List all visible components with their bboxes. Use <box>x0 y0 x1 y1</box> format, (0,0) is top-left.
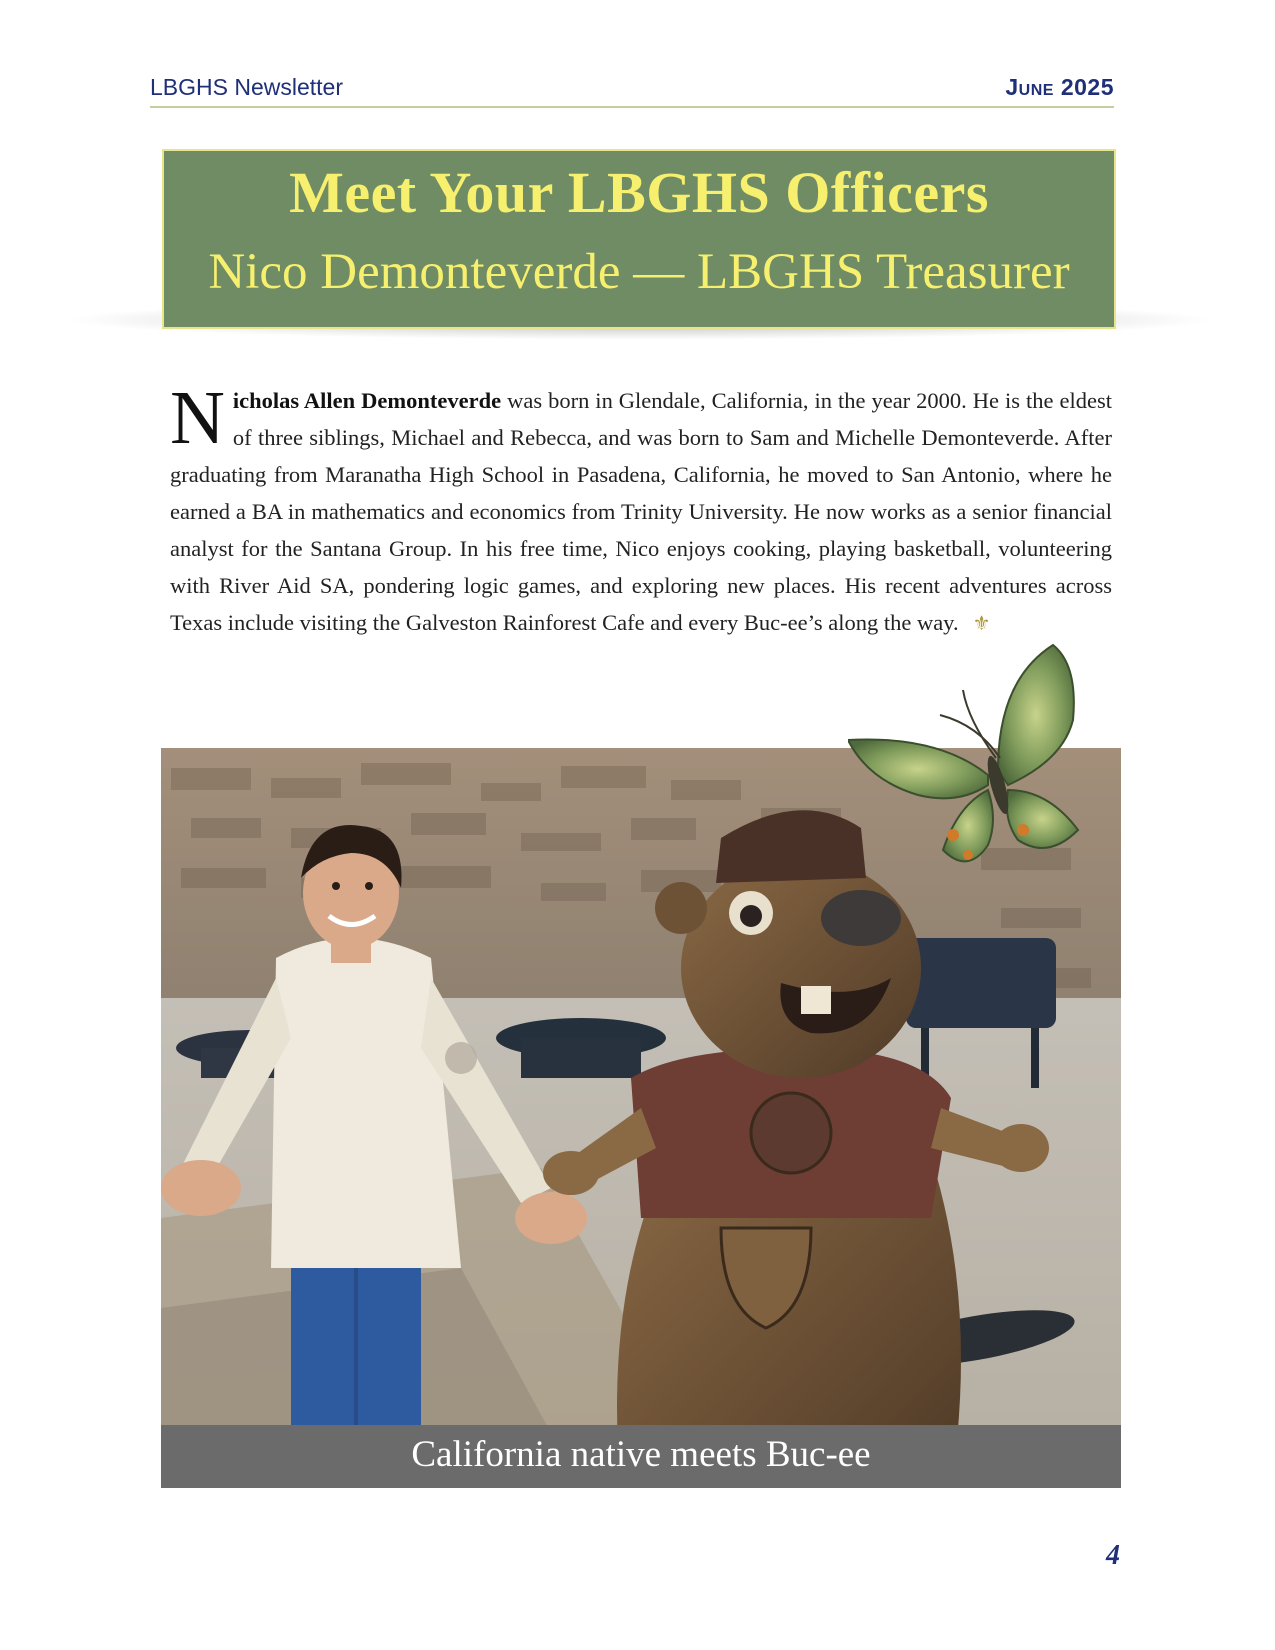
article-body: was born in Glendale, California, in the year 2000. He is the eldest of three siblings, Michael and Rebecca, and was born to Sam and Michelle Demonteverde. After graduating from Maranatha High School in Pasadena, California, he moved to San Antonio, where he earned a BA in mathematics and economics from Trinity University. He now works as a senior financial analyst for the Santana Group. In his free time, Nico enjoys cooking, playing basketball, volunteering with River Aid SA, pondering logic games, and exploring new places. His recent adventures across Texas include visiting the Galveston Rainforest Cafe and every Buc-ee’s along the way. <box>170 388 1112 635</box>
article-text <box>170 376 1112 643</box>
page-number: 4 <box>1106 1540 1120 1571</box>
page-header <box>150 72 1114 108</box>
banner-subtitle: Nico Demonteverde — LBGHS Treasurer <box>208 244 1070 300</box>
newsletter-name: LBGHS Newsletter <box>150 74 344 100</box>
butterfly-icon <box>848 640 1128 900</box>
photo-caption: California native meets Buc-ee <box>411 1434 871 1475</box>
photo-caption-bar <box>161 1425 1121 1488</box>
lead-name: icholas Allen Demonteverde <box>232 388 502 413</box>
issue-date: June 2025 <box>1005 74 1114 100</box>
butterfly-graphic <box>848 640 1128 900</box>
title-banner <box>162 149 1116 329</box>
banner-title: Meet Your LBGHS Officers <box>289 160 989 225</box>
drop-cap: N <box>170 376 225 460</box>
fleur-de-lis-icon: ⚜ <box>972 613 991 635</box>
